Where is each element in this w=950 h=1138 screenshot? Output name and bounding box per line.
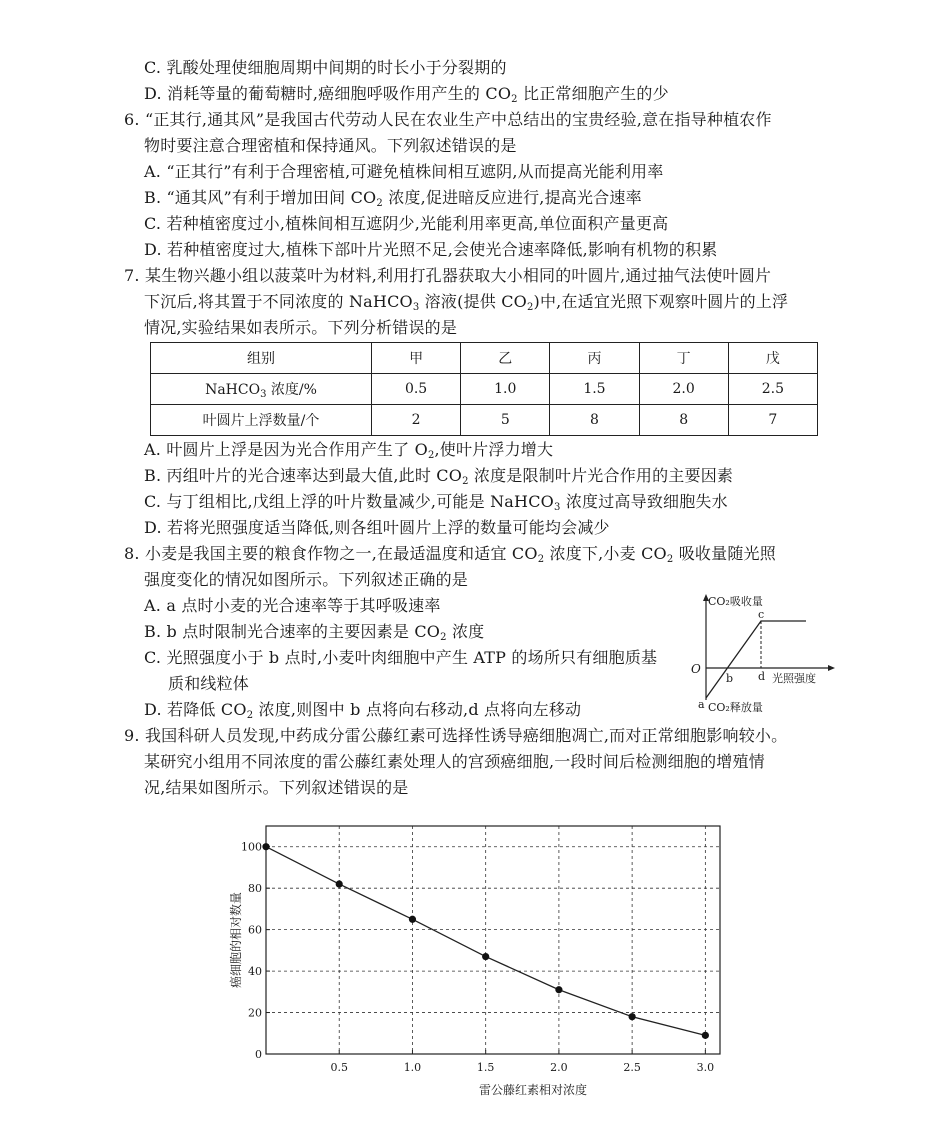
table-cell: 2.0	[639, 374, 728, 405]
subscript: 2	[526, 302, 534, 313]
text: 吸收量随光照	[673, 544, 776, 563]
q8-option-c	[144, 646, 657, 670]
text: D. 若将光照强度适当降低,则各组叶圆片上浮的数量可能均会减少	[144, 518, 610, 537]
text: C. 与丁组相比,戊组上浮的叶片数量减少,可能是 NaHCO	[144, 492, 554, 511]
q7-stem-line3	[144, 316, 457, 340]
q7-option-d	[144, 516, 610, 540]
y-tick-label: 60	[248, 923, 262, 937]
text: 况,结果如图所示。下列叙述错误的是	[144, 778, 409, 797]
text: B. 丙组叶片的光合速率达到最大值,此时 CO	[144, 466, 463, 485]
subscript: 2	[666, 554, 674, 565]
text: ,使叶片浮力增大	[434, 440, 554, 459]
text: 8. 小麦是我国主要的粮食作物之一,在最适温度和适宜 CO	[124, 544, 538, 563]
data-point	[555, 986, 562, 993]
table-cell: 戊	[728, 343, 817, 374]
subscript: 2	[511, 94, 518, 105]
subscript: 2	[376, 198, 383, 209]
table-cell: 5	[461, 405, 550, 436]
text: 物时要注意合理密植和保持通风。下列叙述错误的是	[144, 136, 517, 155]
y-tick-label: 0	[255, 1048, 262, 1061]
text: 浓度过高导致细胞失水	[560, 492, 728, 511]
point-c-label: c	[758, 608, 765, 621]
text: D. 消耗等量的葡萄糖时,癌细胞呼吸作用产生的 CO	[144, 84, 512, 103]
data-point	[336, 880, 343, 887]
text: D. 若种植密度过大,植株下部叶片光照不足,会使光合速率降低,影响有机物的积累	[144, 240, 718, 259]
q7-stem-line2: 下沉后,将其置于不同浓度的 NaHCO$_3$ 溶液(提供 $CO_2$)中,在适宜光照下观察叶圆片的上浮	[144, 292, 789, 313]
q5-option-c	[144, 56, 507, 80]
q9-stem-line1	[124, 724, 787, 748]
q6-stem-line2	[144, 134, 517, 158]
table-cell: 2.5	[728, 374, 817, 405]
table-cell: 2	[372, 405, 461, 436]
q9-stem-line3	[144, 776, 409, 800]
y-tick-label: 40	[248, 965, 262, 979]
table-cell: 叶圆片上浮数量/个	[151, 405, 372, 436]
x-tick-label: 2.0	[550, 1061, 568, 1074]
chart-axes	[266, 826, 720, 1054]
text: )中,在适宜光照下观察叶圆片的上浮	[533, 292, 789, 311]
y-tick-label: 80	[248, 882, 262, 896]
y-tick-label: 20	[248, 1006, 262, 1020]
co2-curve	[706, 621, 806, 698]
q9-line-chart	[200, 800, 740, 1100]
x-tick-label: 1.5	[476, 1061, 495, 1074]
table-cell: 8	[639, 405, 728, 436]
y-axis-label: CO₂吸收量	[708, 595, 763, 608]
text: 情况,实验结果如表所示。下列分析错误的是	[144, 318, 458, 337]
subscript: 2	[427, 450, 435, 461]
q6-option-d	[144, 238, 718, 262]
y-axis-label: 癌细胞的相对数量	[229, 891, 243, 989]
q8-option-c-cont	[168, 672, 249, 696]
text: 强度变化的情况如图所示。下列叙述正确的是	[144, 570, 469, 589]
text: A. 叶圆片上浮是因为光合作用产生了 O	[144, 440, 428, 459]
text: 7. 某生物兴趣小组以菠菜叶为材料,利用打孔器获取大小相同的叶圆片,通过抽气法使叶圆片	[124, 266, 772, 285]
data-point	[482, 953, 489, 960]
text: A. “正其行”有利于合理密植,可避免植株间相互遮阴,从而提高光能利用率	[144, 162, 664, 181]
subscript: 2	[246, 710, 254, 721]
chart-ticks	[241, 841, 714, 1074]
table-row	[151, 374, 818, 405]
x-tick-label: 3.0	[696, 1061, 715, 1074]
text: 浓度是限制叶片光合作用的主要因素	[468, 466, 734, 485]
table-cell: NaHCO$_3$ 浓度/%	[151, 374, 372, 405]
q8-stem-line2	[144, 568, 468, 592]
text: 浓度,则图中 b 点将向右移动,d 点将向左移动	[253, 700, 582, 719]
table-cell: 甲	[372, 343, 461, 374]
text: 浓度	[446, 622, 485, 641]
q6-option-a	[144, 160, 663, 184]
y-tick-label: 100	[241, 840, 262, 854]
text: NaHCO	[205, 381, 261, 398]
data-point	[629, 1013, 636, 1020]
point-a-label: a	[698, 698, 705, 711]
q9-stem-line2	[144, 750, 765, 774]
q6-option-c	[144, 212, 668, 236]
text: C. 光照强度小于 b 点时,小麦叶肉细胞中产生 ATP 的场所只有细胞质基	[144, 648, 658, 667]
x-axis-label: 光照强度	[772, 672, 816, 685]
text: 比正常细胞产生的少	[517, 84, 669, 103]
table-cell: 乙	[461, 343, 550, 374]
q6-stem-line1	[124, 108, 772, 132]
q7-data-table	[150, 342, 818, 436]
data-point	[702, 1032, 709, 1039]
table-cell: 丙	[550, 343, 639, 374]
q7-option-c: C. 与丁组相比,戊组上浮的叶片数量减少,可能是 NaHCO$_3$ 浓度过高导致细胞失水	[144, 492, 728, 513]
table-row	[151, 405, 818, 436]
neg-axis-label: CO₂释放量	[708, 701, 763, 714]
q7-stem-line1	[124, 264, 771, 288]
table-cell: 7	[728, 405, 817, 436]
text: 质和线粒体	[168, 674, 250, 693]
x-axis-label: 雷公藤红素相对浓度	[478, 1083, 588, 1097]
point-b-label: b	[726, 672, 734, 685]
data-point	[262, 843, 269, 850]
text: 浓度下,小麦 CO	[544, 544, 667, 563]
text: 溶液(提供 CO	[419, 292, 527, 311]
x-tick-label: 1.0	[403, 1061, 422, 1074]
table-cell: 丁	[639, 343, 728, 374]
table-row	[151, 343, 818, 374]
table-cell: 8	[550, 405, 639, 436]
table-cell: 组别	[151, 343, 372, 374]
text: B. b 点时限制光合速率的主要因素是 CO	[144, 622, 441, 641]
x-tick-label: 2.5	[623, 1061, 641, 1074]
text: C. 乳酸处理使细胞周期中间期的时长小于分裂期的	[144, 58, 507, 77]
text: 6. “正其行,通其风”是我国古代劳动人民在农业生产中总结出的宝贵经验,意在指导种植农作	[124, 110, 772, 129]
text: 9. 我国科研人员发现,中药成分雷公藤红素可选择性诱导癌细胞凋亡,而对正常细胞影响较小。	[124, 726, 788, 745]
text: A. a 点时小麦的光合速率等于其呼吸速率	[144, 596, 441, 615]
plot-frame	[266, 826, 720, 1054]
subscript: 2	[440, 632, 447, 643]
x-axis-arrow	[828, 665, 835, 671]
text: 下沉后,将其置于不同浓度的 NaHCO	[144, 292, 413, 311]
table-cell: 1.5	[550, 374, 639, 405]
q8-light-response-graph	[688, 590, 838, 714]
origin-label: O	[691, 662, 701, 676]
point-d-label: d	[758, 670, 766, 683]
text: 浓度,促进暗反应进行,提高光合速率	[382, 188, 642, 207]
x-tick-label: 0.5	[330, 1061, 348, 1074]
text: 浓度/%	[266, 381, 317, 398]
q8-option-a	[144, 594, 441, 618]
subscript: 2	[537, 554, 545, 565]
text: D. 若降低 CO	[144, 700, 247, 719]
table-cell: 0.5	[372, 374, 461, 405]
text: C. 若种植密度过小,植株间相互遮阴少,光能利用率更高,单位面积产量更高	[144, 214, 669, 233]
chart-grid	[266, 826, 720, 1054]
table-cell: 1.0	[461, 374, 550, 405]
subscript: 2	[462, 476, 469, 487]
text: 某研究小组用不同浓度的雷公藤红素处理人的宫颈癌细胞,一段时间后检测细胞的增殖情	[144, 752, 765, 771]
text: B. “通其风”有利于增加田间 CO	[144, 188, 377, 207]
data-point	[409, 916, 416, 923]
